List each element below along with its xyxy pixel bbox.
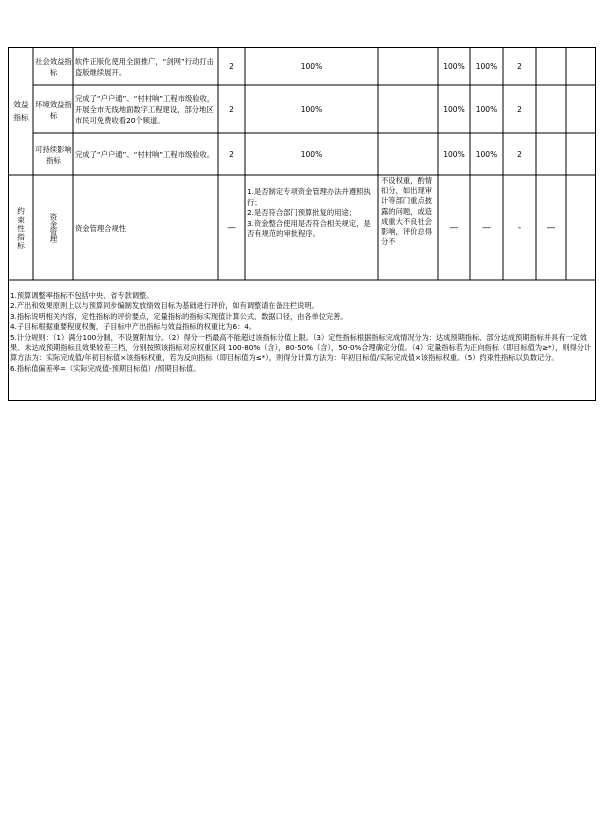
row3-score: 2 [517,150,522,159]
row2-target: 100% [300,105,323,114]
constraint-subcategory: 资金管理 [49,213,58,243]
row3-subcategory: 可持续影响指标 [35,144,72,165]
constraint-actual: — [449,222,459,233]
row2-score: 2 [517,105,522,114]
row1-subcategory: 社会效益指标 [35,56,72,77]
row1-rate: 100% [475,62,498,71]
row3-rate: 100% [475,150,498,159]
constraint-indicator: 资金管理合规性 [75,223,127,233]
notes-section [10,291,595,374]
row1-weight: 2 [229,62,234,71]
row1-score: 2 [517,62,522,71]
constraint-rate: — [482,222,491,233]
note-item: 2.产出和效果原则上以与预算同步编制发放绩效目标为基础进行评价，如有调整请在备注栏说明。 [10,301,319,311]
group-benefit-label: 效益指标 [13,100,29,122]
row3-indicator: 完成了“户户通”、“村村响”工程市级验收。 [75,150,215,159]
constraint-remark: — [546,222,556,233]
row2-subcategory: 环境效益指标 [35,99,72,120]
row1-target: 100% [300,62,323,71]
row2-weight: 2 [229,105,234,114]
row2-indicator: 完成了“户户通”、“村村响”工程市级验收，开展全市无线地面数字工程建设，部分地区市民可免费收看20个频道。 [75,94,215,125]
constraint-scoring-method: 不设权重，酌情扣分，如出现审计等部门重点披露的问题，或造成重大不良社会影响，评价总得分不 [381,176,433,247]
row3-actual: 100% [443,150,465,159]
row1-actual: 100% [443,62,465,71]
note-item: 1.预算调整率指标不包括中央、省专款调整。 [10,291,154,300]
row2-rate: 100% [475,105,498,114]
group-constraint-label: 约束性指标 [16,206,26,250]
row1-indicator: 软件正版化使用全面推广，“剑网”行动打击盗版继续展开。 [75,56,214,77]
note-item: 6.指标值偏差率=（实际完成值-预期目标值）/预期目标值。 [10,363,201,373]
constraint-score: - [517,222,522,233]
constraint-criteria: 1.是否制定专项资金管理办法并遵照执行； 2.是否符合部门预算批复的用途； 3.资金整合使用是否符合相关规定，是否有规范的审批程序。 [247,187,371,239]
row2-actual: 100% [443,105,465,114]
note-item: 3.指标说明相关内容，定性指标的评价要点，定量指标的指标实现值计算公式、数据口径，由各单位完善。 [10,311,348,321]
performance-table [8,47,596,401]
row3-target: 100% [300,150,323,159]
note-item: 4.子目标根据重要程度权衡，子目标中产出指标与效益指标的权重比为6：4。 [10,322,257,332]
constraint-weight: — [227,222,236,233]
row3-weight: 2 [229,150,234,159]
note-item: 5.计分规则：（1）满分100分制，不设置附加分。（2）得分一档最高不能超过该指标分值上限。（3）定性指标根据指标完成情况分为：达成预期指标、部分达成预期指标并具有一定效果、未达成预期指标且效果较差三档，分别按照该指标对应权重区间 100-80%（含），80-50%（含），50-0%合理确定分值。（4）定量指标若为正向指标（即目标值为≥*），则得分计算方法为：实际完成值/年初目标值×该指标权重，若为反向指标（即目标值为≤*），则得分计算方法为：年初目标值/实际完成值×该指标权重。（5）约束性指标以负数记分。 [10,332,592,363]
